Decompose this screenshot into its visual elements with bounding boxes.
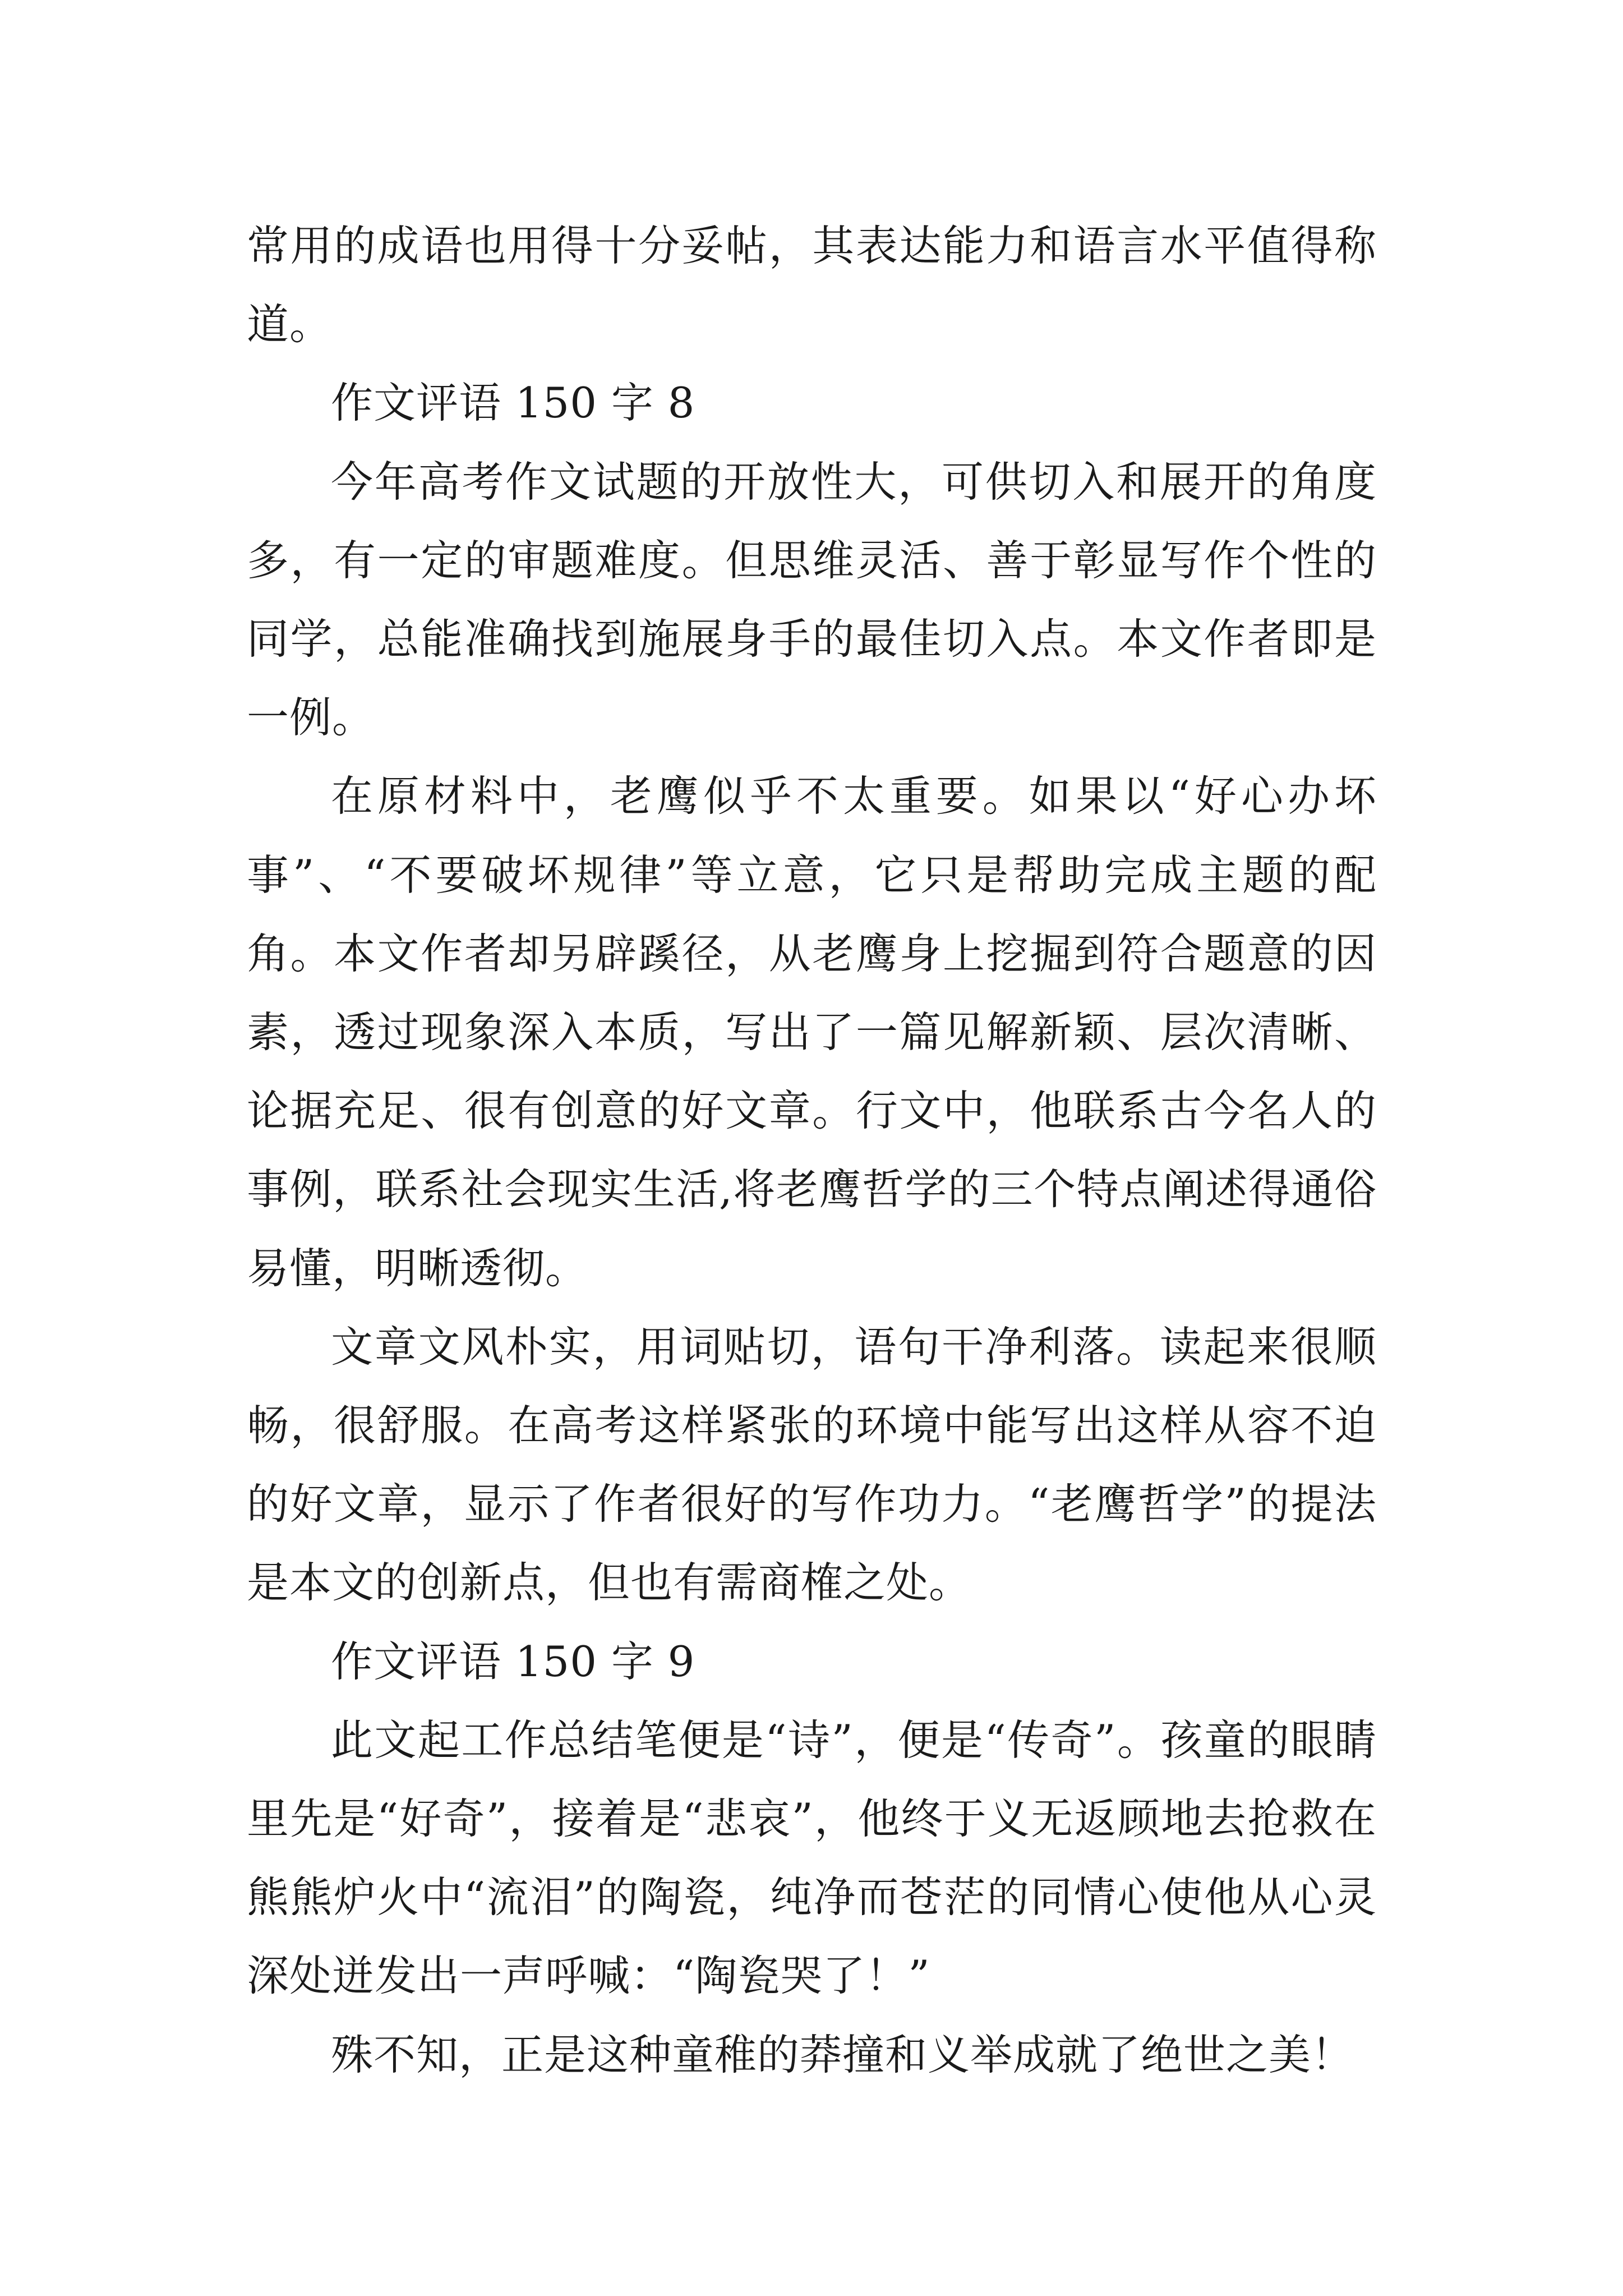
para-8-1: 今年高考作文试题的开放性大，可供切入和展开的角度多，有一定的审题难度。但思维灵活、善于彰显写作个性的同学，总能准确找到施展身手的最佳切入点。本文作者即是一例。 [247,457,1377,743]
para-8-2: 在原材料中，老鹰似乎不太重要。如果以“好心办坏事”、“不要破坏规律”等立意，它只是帮助完成主题的配角。本文作者却另辟蹊径，从老鹰身上挖掘到符合题意的因素，透过现象深入本质，写出了一篇见解新颖、层次清晰、论据充足、很有创意的好文章。行文中，他联系古今名人的事例，联系社会现实生活,将老鹰哲学的三个特点阐述得通俗易懂，明晰透彻。 [247,771,1377,1293]
heading-comment-8: 作文评语 150 字 8 [331,378,695,428]
document-body [247,206,1377,2094]
para-continued-top: 常用的成语也用得十分妥帖，其表达能力和语言水平值得称道。 [247,221,1377,349]
para-9-1: 此文起工作总结笔便是“诗”，便是“传奇”。孩童的眼睛里先是“好奇”，接着是“悲哀”，他终于义无返顾地去抢救在熊熊炉火中“流泪”的陶瓷，纯净而苍茫的同情心使他从心灵深处迸发出一声呼喊：“陶瓷哭了！” [247,1715,1377,2001]
para-8-3: 文章文风朴实，用词贴切，语句干净利落。读起来很顺畅，很舒服。在高考这样紧张的环境中能写出这样从容不迫的好文章，显示了作者很好的写作功力。“老鹰哲学”的提法是本文的创新点，但也有需商榷之处。 [247,1322,1377,1608]
heading-comment-9: 作文评语 150 字 9 [331,1636,695,1686]
para-9-2: 殊不知，正是这种童稚的莽撞和义举成就了绝世之美！ [331,2030,1354,2079]
